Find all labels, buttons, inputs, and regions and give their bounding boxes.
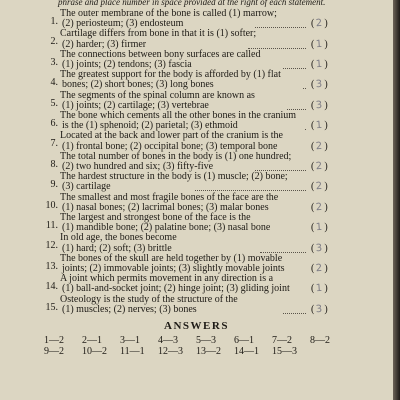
question-text: joints; (2) immovable joints; (3) slightly movable joints — [62, 263, 285, 274]
question-text: The total number of bones in the body is (1) one hundred; — [60, 150, 292, 162]
answer-key-item: 7—2 — [272, 335, 292, 346]
answer-key-item: 6—1 — [234, 335, 254, 346]
answer-slot — [311, 181, 337, 193]
paren-close: ) — [324, 222, 328, 234]
answer-slot — [311, 59, 337, 71]
handwritten-answer: 1 — [315, 283, 323, 295]
handwritten-answer: 1 — [315, 119, 323, 132]
paren-open: ( — [311, 242, 315, 254]
handwritten-answer: 3 — [315, 99, 323, 112]
question-text: The greatest support for the body is afforded by (1) flat — [60, 69, 281, 81]
paren-open: ( — [311, 18, 315, 30]
question-number-text: 2. — [50, 36, 58, 48]
answer-key-item: 1—2 — [44, 335, 64, 346]
question-number-text: 4. — [50, 77, 58, 89]
paren-open: ( — [311, 222, 315, 234]
question-text: is the (1) sphenoid; (2) parietal; (3) ethmoid — [62, 120, 238, 132]
dotted-leader — [283, 68, 306, 69]
paren-open: ( — [311, 140, 315, 152]
question-number-text: 8. — [50, 158, 58, 170]
handwritten-answer: 2 — [315, 201, 323, 214]
handwritten-answer: 2 — [315, 181, 323, 193]
answer-key-item: 14—1 — [234, 346, 259, 357]
paren-close: ) — [324, 201, 328, 213]
question-number-text: 7. — [50, 138, 58, 150]
paren-open: ( — [311, 181, 315, 193]
answer-key-item: 15—3 — [272, 346, 297, 357]
question-text: (1) hard; (2) soft; (3) brittle — [62, 242, 172, 254]
answer-key-item: 11—1 — [120, 346, 145, 357]
paren-open: ( — [311, 201, 315, 213]
handwritten-answer: 2 — [315, 262, 323, 275]
answer-slot — [311, 18, 337, 30]
question-text: Cartilage differs from bone in that it is (1) softer; — [60, 28, 257, 40]
handwritten-answer: 1 — [315, 38, 323, 50]
question-number-text: 12. — [45, 240, 58, 252]
question-number-text: 13. — [45, 260, 58, 272]
question-text: In old age, the bones become — [60, 232, 177, 244]
paren-open: ( — [311, 38, 315, 50]
answer-slot — [311, 79, 337, 91]
paren-open: ( — [311, 59, 315, 70]
answer-slot — [311, 100, 337, 112]
handwritten-answer: 2 — [315, 17, 323, 30]
handwritten-answer: 3 — [315, 79, 323, 91]
answer-slot — [311, 283, 337, 295]
paren-close: ) — [324, 242, 328, 254]
answer-key-item: 13—2 — [196, 346, 221, 357]
paren-close: ) — [324, 59, 328, 70]
question-text: The hardest structure in the body is (1) muscle; (2) bone; — [60, 171, 288, 183]
question-text: The largest and strongest bone of the face is the — [60, 212, 251, 223]
question-text: (1) mandible bone; (2) palatine bone; (3) nasal bone — [62, 222, 271, 234]
paren-close: ) — [324, 181, 328, 193]
question-text: The segments of the spinal column are known as — [60, 89, 255, 101]
question-text: (1) frontal bone; (2) occipital bone; (3) temporal bone — [62, 140, 278, 152]
paren-close: ) — [324, 140, 328, 152]
answer-slot — [311, 243, 337, 255]
answer-key-item: 10—2 — [82, 346, 107, 357]
answer-slot — [311, 141, 337, 153]
question-number-text: 15. — [45, 301, 58, 313]
handwritten-answer: 2 — [315, 160, 323, 173]
answer-slot — [311, 222, 337, 234]
answer-key-item: 9—2 — [44, 346, 64, 357]
question-number-text: 1. — [50, 16, 58, 27]
question-text: (1) joints; (2) cartilage; (3) vertebrae — [62, 99, 209, 111]
question-number-text: 10. — [45, 199, 58, 211]
paren-open: ( — [311, 79, 315, 91]
question-number-text: 14. — [45, 281, 58, 293]
page-edge-shadow — [393, 0, 400, 400]
question-text: Located at the back and lower part of the cranium is the — [60, 130, 283, 142]
question-text: (3) cartilage — [62, 181, 111, 193]
question-text: (1) joints; (2) tendons; (3) fascia — [62, 59, 192, 70]
handwritten-answer: 3 — [315, 242, 323, 254]
dotted-leader — [305, 129, 306, 130]
answer-key-item: 2—1 — [82, 335, 102, 346]
paren-close: ) — [324, 263, 328, 274]
answers-heading: ANSWERS — [164, 320, 229, 332]
handwritten-answer: 1 — [315, 58, 323, 71]
question-text: The connections between bony surfaces are called — [60, 48, 261, 60]
question-text: (2) harder; (3) firmer — [62, 38, 147, 50]
answer-key-item: 5—3 — [196, 335, 216, 346]
paren-open: ( — [311, 161, 315, 172]
paren-open: ( — [311, 263, 315, 274]
answer-slot — [311, 304, 337, 316]
question-number-text: 9. — [50, 179, 58, 191]
dotted-leader — [255, 27, 306, 28]
question-text: bones; (2) short bones; (3) long bones — [62, 79, 214, 91]
paren-close: ) — [324, 79, 328, 91]
question-text: The smallest and most fragile bones of the face are the — [60, 191, 279, 203]
handwritten-answer: 3 — [315, 303, 323, 316]
question-15-line-2 — [62, 304, 197, 316]
paren-close: ) — [324, 38, 328, 50]
question-text: The outer membrane of the bone is called (1) marrow; — [60, 8, 277, 19]
instructions-text: phrase and place number in space provided at the right of each statement. — [58, 0, 326, 7]
answer-key-item: 4—3 — [158, 335, 178, 346]
question-text: (1) muscles; (2) nerves; (3) bones — [62, 303, 197, 315]
paren-close: ) — [324, 99, 328, 111]
paren-close: ) — [324, 161, 328, 172]
question-text: (2) two hundred and six; (3) fifty-five — [62, 161, 214, 172]
question-text: The bone which cements all the other bones in the cranium — [60, 110, 297, 121]
question-number-text: 5. — [50, 97, 58, 109]
question-text: (2) periosteum; (3) endosteum — [62, 18, 184, 30]
dotted-leader — [303, 88, 306, 89]
paren-open: ( — [311, 303, 315, 315]
answer-key-item: 3—1 — [120, 335, 140, 346]
answer-slot — [311, 39, 337, 51]
paren-open: ( — [311, 283, 315, 295]
question-number-text: 3. — [50, 56, 58, 68]
question-text: Osteology is the study of the structure of the — [60, 293, 238, 305]
question-number-text: 6. — [50, 118, 58, 129]
paren-open: ( — [311, 99, 315, 111]
paren-open: ( — [311, 120, 315, 132]
question-text: A joint which permits movement in any direction is a — [60, 273, 274, 285]
dotted-leader — [283, 313, 306, 314]
handwritten-answer: 1 — [315, 221, 323, 234]
answer-slot — [311, 263, 337, 275]
handwritten-answer: 2 — [315, 140, 323, 152]
answer-slot — [311, 120, 337, 132]
answer-key-item: 8—2 — [310, 335, 330, 346]
paren-close: ) — [324, 303, 328, 315]
question-number-text: 11. — [45, 220, 58, 231]
paren-close: ) — [324, 120, 328, 132]
question-text: (1) ball-and-socket joint; (2) hinge joint; (3) gliding joint — [62, 283, 290, 295]
question-text: The bones of the skull are held together by (1) movable — [60, 252, 283, 264]
paren-close: ) — [324, 283, 328, 295]
answer-slot — [311, 161, 337, 173]
answer-slot — [311, 202, 337, 214]
paren-close: ) — [324, 18, 328, 30]
answer-key-item: 12—3 — [158, 346, 183, 357]
question-text: (1) nasal bones; (2) lacrimal bones; (3) malar bones — [62, 201, 269, 213]
